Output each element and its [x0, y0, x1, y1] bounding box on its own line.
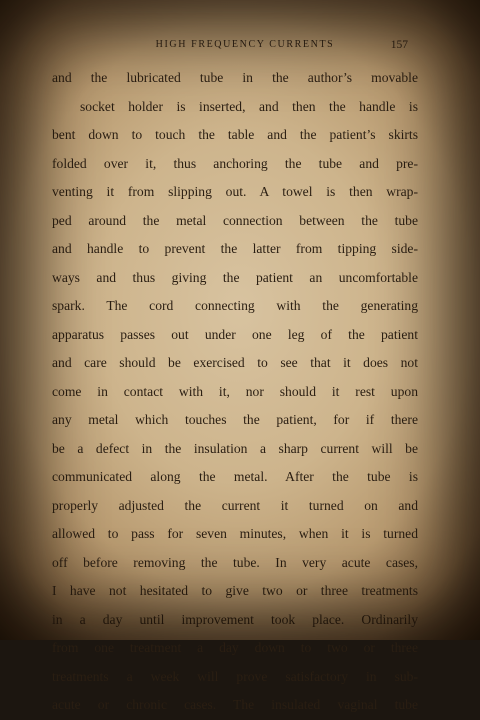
text-line: and handle to prevent the latter from tipping side- — [52, 241, 418, 256]
text-line: spark. The cord connecting with the generating — [52, 298, 418, 313]
text-line: in a day until improvement took place. Ordinarily — [52, 611, 418, 627]
text-line: acute or chronic cases. The insulated vaginal tube — [52, 697, 418, 712]
page-number: 157 — [390, 39, 408, 51]
text-line: venting it from slipping out. A towel is then wrap- — [52, 184, 418, 199]
text-line: and the lubricated tube in the author’s movable — [52, 70, 418, 85]
text-line: treatments a week will prove satisfactory in sub- — [52, 668, 418, 684]
text-line: apparatus passes out under one leg of the patient — [52, 326, 418, 342]
text-line: and care should be exercised to see that it does not — [52, 355, 418, 370]
text-line: off before removing the tube. In very acute cases, — [52, 554, 418, 570]
text-line: I have not hesitated to give two or three treatments — [52, 583, 418, 598]
page-header — [0, 37, 480, 53]
text-line: communicated along the metal. After the tube is — [52, 469, 418, 484]
text-line: bent down to touch the table and the patient’s skirts — [52, 127, 418, 142]
text-line: from one treatment a day down to two or three — [52, 640, 418, 655]
running-head: HIGH FREQUENCY CURRENTS — [155, 39, 335, 50]
text-line: folded over it, thus anchoring the tube and pre- — [52, 155, 418, 171]
body-text — [52, 64, 418, 720]
text-line: ways and thus giving the patient an uncomfortable — [52, 269, 418, 285]
text-line: any metal which touches the patient, for if there — [52, 412, 418, 427]
text-line: socket holder is inserted, and then the handle is — [80, 98, 418, 114]
text-line: allowed to pass for seven minutes, when it is turned — [52, 526, 418, 541]
text-line: be a defect in the insulation a sharp current will be — [52, 440, 418, 456]
text-line: ped around the metal connection between the tube — [52, 212, 418, 228]
text-line: properly adjusted the current it turned on and — [52, 497, 418, 513]
text-line: come in contact with it, nor should it rest upon — [52, 383, 418, 399]
